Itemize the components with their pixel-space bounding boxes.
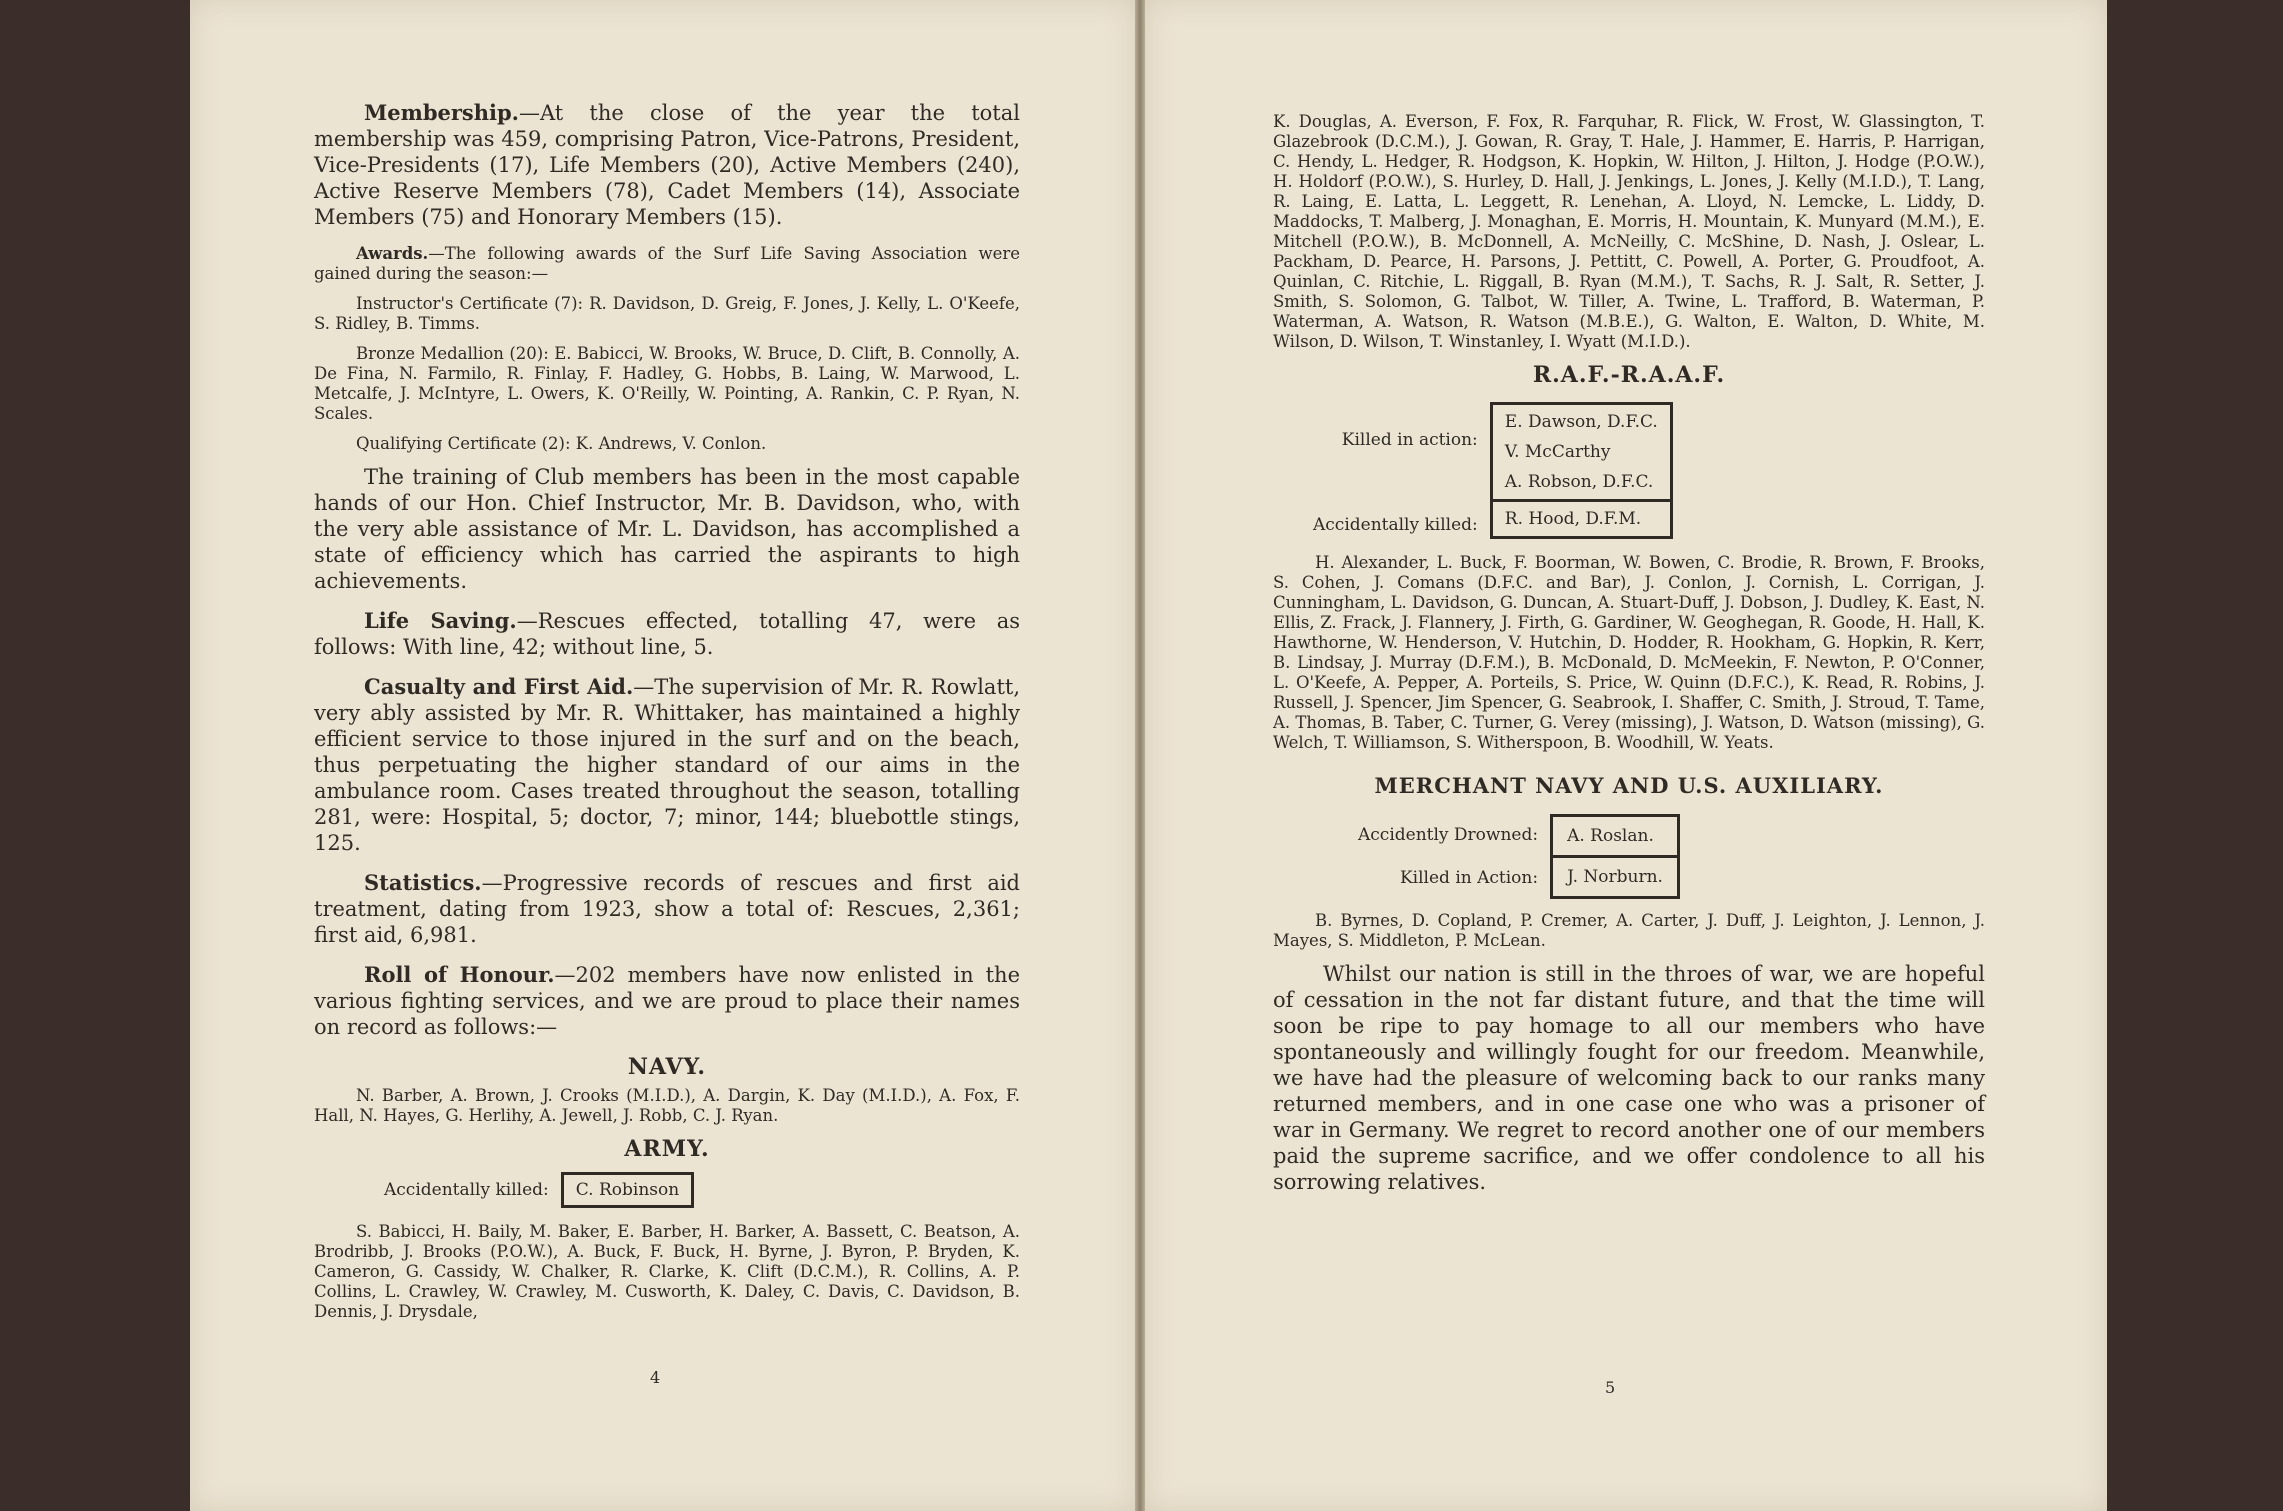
- lifesaving-text: —Rescues effected, totalling 47, were as follows: With line, 42; without line, 5.: [314, 609, 1020, 659]
- raf-labels: [1313, 402, 1478, 539]
- lifesaving-paragraph: [314, 608, 1020, 660]
- raf-accident-name: R. Hood, D.F.M.: [1504, 509, 1642, 529]
- army-killed-row: [384, 1172, 1020, 1208]
- statistics-heading: Statistics.: [364, 870, 482, 895]
- army-list: S. Babicci, H. Baily, M. Baker, E. Barber, H. Barker, A. Bassett, C. Beatson, A. Brodribb, J. Brooks (P.O.W.), A. Buck, F. Buck, H. Byrne, J. Byron, P. Bryden, K. Cameron, G. Cassidy, W. Chalker, R. Clarke, K. Clift (D.C.M.), R. Collins, A. P. Collins, L. Crawley, W. Crawley, M. Cusworth, K. Daley, C. Davis, C. Davidson, B. Dennis, J. Drysdale,: [314, 1222, 1020, 1321]
- raf-honours-block: [1313, 402, 1985, 539]
- raf-killed-1: E. Dawson, D.F.C.: [1504, 412, 1658, 432]
- navy-heading: NAVY.: [627, 1054, 707, 1080]
- navy-list: N. Barber, A. Brown, J. Crooks (M.I.D.), A. Dargin, K. Day (M.I.D.), A. Fox, F. Hall, N. Hayes, G. Herlihy, A. Jewell, J. Robb, C. J. Ryan.: [314, 1086, 1020, 1125]
- merchant-killed-label: Killed in Action:: [1399, 867, 1539, 888]
- merchant-labels: [1358, 814, 1538, 899]
- left-page: [190, 0, 1135, 1511]
- right-page: [1145, 0, 2107, 1511]
- page-number-left: 4: [650, 1368, 661, 1387]
- roll-paragraph: [314, 962, 1020, 1040]
- instructor-certificate: Instructor's Certificate (7): R. Davidson, D. Greig, F. Jones, J. Kelly, L. O'Keefe, S. Ridley, B. Timms.: [314, 294, 1020, 333]
- qualifying-certificate: Qualifying Certificate (2): K. Andrews, V. Conlon.: [356, 434, 767, 453]
- raf-accident-label: Accidentally killed:: [1313, 515, 1478, 535]
- raf-box: [1490, 402, 1673, 539]
- merchant-heading: MERCHANT NAVY AND U.S. AUXILIARY.: [1374, 773, 1884, 798]
- left-column: [314, 100, 1020, 1332]
- casualty-text: —The supervision of Mr. R. Rowlatt, very ably assisted by Mr. R. Whittaker, has maintained a highly efficient service to those injured in the surf and on the beach, thus perpetuating the higher standard of our aims in the ambulance room. Cases treated throughout the season, totalling 281, were: Hospital, 5; doctor, 7; minor, 144; bluebottle stings, 125.: [314, 675, 1020, 855]
- raf-heading: R.A.F.-R.A.A.F.: [1532, 362, 1726, 388]
- membership-paragraph: [314, 100, 1020, 230]
- merchant-drowned-label: Accidently Drowned:: [1358, 825, 1539, 846]
- statistics-text: —Progressive records of rescues and first aid treatment, dating from 1923, show a total of: Rescues, 2,361; first aid, 6,981.: [314, 871, 1020, 947]
- membership-text: —At the close of the year the total membership was 459, comprising Patron, Vice-Patrons, President, Vice-Presidents (17), Life Members (20), Active Members (240), Active Reserve Members (78), Cadet Members (14), Associate Members (75) and Honorary Members (15).: [314, 101, 1020, 229]
- merchant-killed-name: J. Norburn.: [1567, 867, 1663, 887]
- training-paragraph: The training of Club members has been in the most capable hands of our Hon. Chief Instructor, Mr. B. Davidson, who, with the very able assistance of Mr. L. Davidson, has accomplished a state of efficiency which has carried the aspirants to high achievements.: [314, 465, 1020, 593]
- right-column: [1273, 112, 1985, 1209]
- raf-killed-3: A. Robson, D.F.C.: [1493, 467, 1670, 502]
- awards-text: —The following awards of the Surf Life Saving Association were gained during the season:—: [314, 244, 1020, 283]
- raf-killed-label: Killed in action:: [1341, 430, 1478, 450]
- roll-text: —202 members have now enlisted in the various fighting services, and we are proud to place their names on record as follows:—: [314, 963, 1020, 1039]
- casualty-paragraph: [314, 674, 1020, 856]
- casualty-heading: Casualty and First Aid.: [364, 674, 634, 699]
- merchant-list: B. Byrnes, D. Copland, P. Cremer, A. Carter, J. Duff, J. Leighton, J. Lennon, J. Mayes, S. Middleton, P. McLean.: [1273, 911, 1985, 950]
- roll-heading: Roll of Honour.: [364, 962, 555, 987]
- merchant-drowned-name: A. Roslan.: [1553, 817, 1677, 858]
- closing-paragraph: Whilst our nation is still in the throes of war, we are hopeful of cessation in the not far distant future, and that the time will soon be ripe to pay homage to all our members who have spontaneously and willingly fought for our freedom. Meanwhile, we have had the pleasure of welcoming back to our ranks many returned members, and in one case one who was a prisoner of war in Germany. We regret to record another one of our members paid the supreme sacrifice, and we offer condolence to all his sorrowing relatives.: [1273, 962, 1985, 1194]
- booklet-spread: [190, 0, 2107, 1511]
- army-killed-name: C. Robinson: [575, 1180, 680, 1200]
- merchant-honours-block: [1358, 814, 1985, 899]
- army-killed-box: [561, 1172, 694, 1208]
- awards-heading: Awards.: [356, 244, 429, 263]
- awards-paragraph: [314, 244, 1020, 284]
- book-gutter: [1135, 0, 1145, 1511]
- merchant-box: [1550, 814, 1680, 899]
- statistics-paragraph: [314, 870, 1020, 948]
- raf-list: H. Alexander, L. Buck, F. Boorman, W. Bowen, C. Brodie, R. Brown, F. Brooks, S. Cohen, J. Comans (D.F.C. and Bar), J. Conlon, J. Cornish, L. Corrigan, J. Cunningham, L. Davidson, G. Duncan, A. Stuart-Duff, J. Dobson, J. Dudley, K. East, N. Ellis, Z. Frack, J. Flannery, J. Firth, G. Gardiner, W. Geoghegan, R. Goode, H. Hall, K. Hawthorne, W. Henderson, V. Hutchin, D. Hodder, R. Hookham, G. Hopkin, R. Kerr, B. Lindsay, J. Murray (D.F.M.), B. McDonald, D. McMeekin, F. Newton, P. O'Conner, L. O'Keefe, A. Pepper, A. Porteils, S. Price, W. Quinn (D.F.C.), K. Read, R. Robins, J. Russell, J. Spencer, Jim Spencer, G. Seabrook, I. Shaffer, C. Smith, J. Stroud, T. Tame, A. Thomas, B. Taber, C. Turner, G. Verey (missing), J. Watson, D. Watson (missing), G. Welch, T. Williamson, S. Witherspoon, B. Woodhill, W. Yeats.: [1273, 553, 1985, 752]
- army-heading: ARMY.: [624, 1136, 710, 1162]
- bronze-medallion: Bronze Medallion (20): E. Babicci, W. Brooks, W. Bruce, D. Clift, B. Connolly, A. De Fina, N. Farmilo, R. Finlay, F. Hadley, G. Hobbs, B. Laing, W. Marwood, L. Metcalfe, J. McIntyre, L. Owers, K. O'Reilly, W. Pointing, A. Rankin, C. P. Ryan, N. Scales.: [314, 344, 1020, 423]
- membership-heading: Membership.: [364, 100, 519, 125]
- army-list-continued: K. Douglas, A. Everson, F. Fox, R. Farquhar, R. Flick, W. Frost, W. Glassington, T. Glazebrook (D.C.M.), J. Gowan, R. Gray, T. Hale, J. Hammer, E. Harris, P. Harrigan, C. Hendy, L. Hedger, R. Hodgson, K. Hopkin, W. Hilton, J. Hilton, J. Hodge (P.O.W.), H. Holdorf (P.O.W.), S. Hurley, D. Hall, J. Jenkings, L. Jones, J. Kelly (M.I.D.), T. Lang, R. Laing, E. Latta, L. Leggett, R. Lenehan, A. Lloyd, N. Lemcke, L. Liddy, D. Maddocks, T. Malberg, J. Monaghan, E. Morris, H. Mountain, K. Munyard (M.M.), E. Mitchell (P.O.W.), B. McDonnell, A. McNeilly, C. McShine, D. Nash, J. Oslear, L. Packham, D. Pearce, H. Parsons, J. Pettitt, C. Powell, A. Porter, G. Proudfoot, A. Quinlan, C. Ritchie, L. Riggall, B. Ryan (M.M.), T. Sachs, R. J. Salt, R. Setter, J. Smith, S. Solomon, G. Talbot, W. Tiller, A. Twine, L. Trafford, B. Waterman, P. Waterman, A. Watson, R. Watson (M.B.E.), G. Walton, E. Walton, D. White, M. Wilson, D. Wilson, T. Winstanley, I. Wyatt (M.I.D.).: [1273, 112, 1985, 351]
- lifesaving-heading: Life Saving.: [364, 608, 517, 633]
- raf-killed-2: V. McCarthy: [1504, 442, 1611, 462]
- army-killed-label: Accidentally killed:: [384, 1180, 549, 1200]
- page-number-right: 5: [1605, 1378, 1616, 1397]
